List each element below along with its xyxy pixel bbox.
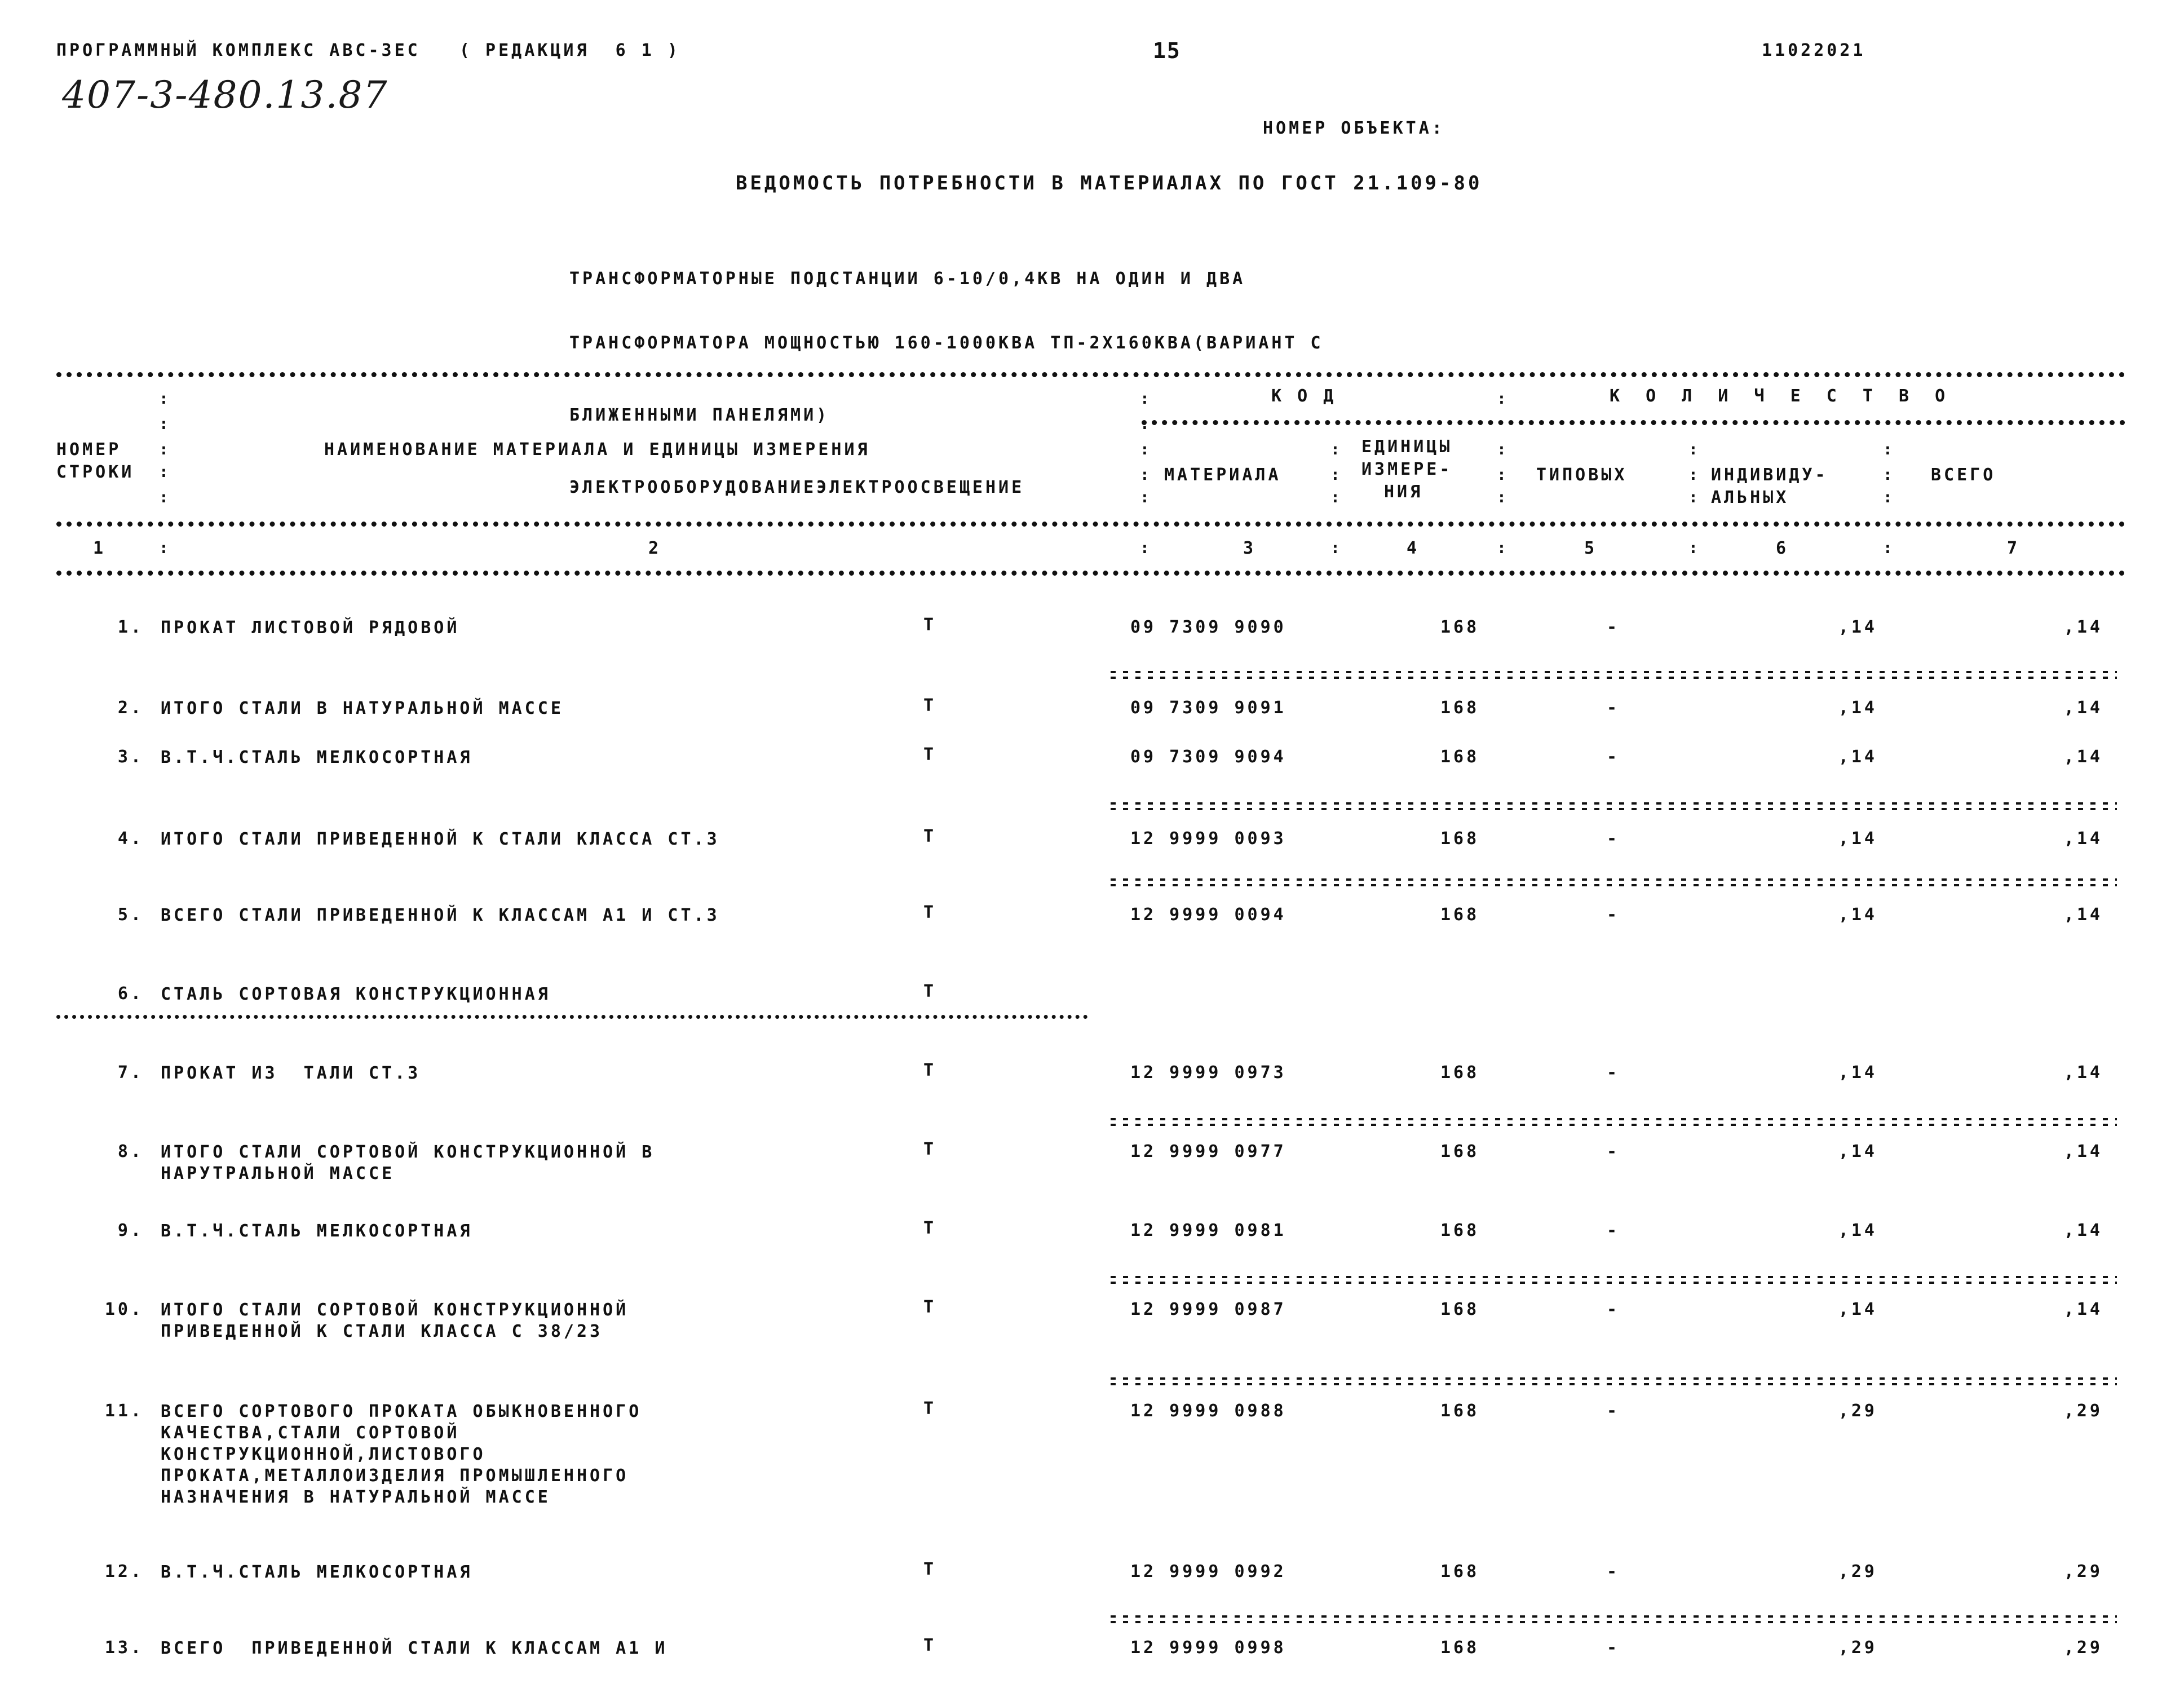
material-name-line: ИТОГО СТАЛИ ПРИВЕДЕННОЙ К СТАЛИ КЛАССА СТ.3 — [161, 829, 720, 849]
typical-quantity: - — [1607, 1063, 1620, 1083]
row-number: 6. — [117, 984, 144, 1004]
measure-unit: Т — [923, 982, 937, 1001]
total-quantity: ,29 — [2063, 1638, 2103, 1658]
material-name-line: ПРОКАТА,МЕТАЛЛОИЗДЕЛИЯ ПРОМЫШЛЕННОГО — [161, 1466, 629, 1486]
material-code: 09 7309 9094 — [1130, 747, 1286, 767]
material-code: 12 9999 0977 — [1130, 1142, 1286, 1161]
header-unit-1: ЕДИНИЦЫ — [1361, 437, 1453, 457]
measure-unit: Т — [923, 1636, 937, 1655]
column-separator-mark: : — [1330, 465, 1343, 484]
material-code: 09 7309 9091 — [1130, 698, 1286, 718]
measure-unit: Т — [923, 1139, 937, 1159]
unit-code: 168 — [1440, 1300, 1480, 1319]
material-name-line: В.Т.Ч.СТАЛЬ МЕЛКОСОРТНАЯ — [161, 1562, 473, 1582]
subtitle-line: ТРАНСФОРМАТОРНЫЕ ПОДСТАНЦИИ 6-10/0,4КВ НА ОДИН И ДВА — [569, 269, 1246, 289]
total-quantity: ,14 — [2063, 829, 2103, 849]
row-number: 11. — [104, 1401, 144, 1421]
program-header: ПРОГРАММНЫЙ КОМПЛЕКС АВС-ЗЕС ( РЕДАКЦИЯ 6 1 ) — [56, 41, 680, 60]
measure-unit: Т — [923, 1297, 937, 1317]
row-number: 1. — [117, 617, 144, 637]
typical-quantity: - — [1607, 747, 1620, 767]
divider — [56, 522, 2125, 527]
typical-quantity: - — [1607, 1401, 1620, 1421]
individual-quantity: ,14 — [1838, 747, 1877, 767]
individual-quantity: ,14 — [1838, 1063, 1877, 1083]
typical-quantity: - — [1607, 698, 1620, 718]
column-separator-mark: : — [1140, 488, 1152, 506]
individual-quantity: ,14 — [1838, 905, 1877, 925]
column-separator-mark: : — [159, 389, 171, 408]
typical-quantity: - — [1607, 1221, 1620, 1240]
material-name — [161, 1562, 472, 1583]
divider — [56, 372, 2125, 377]
unit-code: 168 — [1440, 1638, 1480, 1658]
material-name-line: НАЗНАЧЕНИЯ В НАТУРАЛЬНОЙ МАССЕ — [161, 1487, 551, 1507]
row-number: 5. — [117, 905, 144, 925]
column-separator-mark: : — [1883, 465, 1895, 484]
header-material: МАТЕРИАЛА — [1164, 465, 1281, 485]
header-row-no-2: СТРОКИ — [56, 462, 135, 482]
column-separator-mark: : — [1140, 389, 1152, 408]
material-name — [161, 1221, 472, 1242]
column-separator-mark: : — [1688, 440, 1701, 458]
column-separator-mark: : — [159, 440, 171, 458]
material-code: 12 9999 0094 — [1130, 905, 1286, 925]
row-number: 9. — [117, 1221, 144, 1240]
typical-quantity: - — [1607, 905, 1620, 925]
material-name — [161, 1142, 655, 1185]
separator-line — [1111, 1377, 2117, 1385]
divider — [1142, 420, 2125, 425]
unit-code: 168 — [1440, 1063, 1480, 1083]
column-separator-mark: : — [1330, 488, 1343, 506]
material-name-line: НАРУТРАЛЬНОЙ МАССЕ — [161, 1164, 395, 1183]
material-name — [161, 1300, 629, 1342]
material-name-line: ПРОКАТ ЛИСТОВОЙ РЯДОВОЙ — [161, 618, 460, 638]
column-separator-mark: : — [159, 414, 171, 433]
row-number: 12. — [104, 1562, 144, 1582]
individual-quantity: ,14 — [1838, 829, 1877, 849]
row-number: 10. — [104, 1300, 144, 1319]
material-name-line: КАЧЕСТВА,СТАЛИ СОРТОВОЙ — [161, 1423, 460, 1443]
subtitle-line: ЭЛЕКТРООБОРУДОВАНИЕЭЛЕКТРООСВЕЩЕНИЕ — [569, 478, 1025, 497]
material-name-line: ИТОГО СТАЛИ СОРТОВОЙ КОНСТРУКЦИОННОЙ — [161, 1300, 629, 1320]
material-name-line: КОНСТРУКЦИОННОЙ,ЛИСТОВОГО — [161, 1445, 486, 1464]
column-separator-mark: : — [1497, 488, 1509, 506]
material-name — [161, 829, 720, 850]
individual-quantity: ,14 — [1838, 1300, 1877, 1319]
material-code: 12 9999 0987 — [1130, 1300, 1286, 1319]
measure-unit: Т — [923, 1218, 937, 1238]
row-number: 8. — [117, 1142, 144, 1161]
header-total: ВСЕГО — [1931, 465, 1996, 485]
material-name-line: ВСЕГО ПРИВЕДЕННОЙ СТАЛИ К КЛАССАМ А1 И — [161, 1638, 668, 1658]
material-name — [161, 1401, 642, 1508]
material-code: 12 9999 0998 — [1130, 1638, 1286, 1658]
unit-code: 168 — [1440, 747, 1480, 767]
header-name: НАИМЕНОВАНИЕ МАТЕРИАЛА И ЕДИНИЦЫ ИЗМЕРЕНИЯ — [324, 440, 870, 460]
separator-line — [1111, 1615, 2117, 1623]
typical-quantity: - — [1607, 829, 1620, 849]
separator-line — [1111, 802, 2117, 810]
column-separator-mark: : — [1883, 488, 1895, 506]
row-number: 3. — [117, 747, 144, 767]
material-code: 12 9999 0981 — [1130, 1221, 1286, 1240]
individual-quantity: ,29 — [1838, 1562, 1877, 1582]
column-separator-mark: : — [1330, 538, 1343, 557]
header-unit-2: ИЗМЕРЕ- — [1361, 460, 1453, 479]
material-name-line: ВСЕГО СОРТОВОГО ПРОКАТА ОБЫКНОВЕННОГО — [161, 1402, 642, 1421]
individual-quantity: ,14 — [1838, 698, 1877, 718]
divider — [56, 571, 2125, 576]
unit-code: 168 — [1440, 617, 1480, 637]
column-number: 3 — [1243, 538, 1257, 558]
measure-unit: Т — [923, 1560, 937, 1579]
header-typical: ТИПОВЫХ — [1536, 465, 1628, 485]
header-row-no-1: НОМЕР — [56, 440, 122, 460]
row-number: 7. — [117, 1063, 144, 1083]
column-separator-mark: : — [1140, 538, 1152, 557]
material-name — [161, 984, 551, 1005]
material-name-line: ПРОКАТ ИЗ ТАЛИ СТ.3 — [161, 1063, 421, 1083]
column-separator-mark: : — [1688, 538, 1701, 557]
material-name — [161, 747, 472, 768]
separator-line — [1111, 671, 2117, 679]
unit-code: 168 — [1440, 1401, 1480, 1421]
column-number: 5 — [1584, 538, 1598, 558]
column-separator-mark: : — [1330, 440, 1343, 458]
subtitle-line: ТРАНСФОРМАТОРА МОЩНОСТЬЮ 160-1000КВА ТП-2Х160КВА(ВАРИАНТ С — [569, 333, 1324, 353]
column-separator-mark: : — [1497, 440, 1509, 458]
material-name-line: ПРИВЕДЕННОЙ К СТАЛИ КЛАССА С 38/23 — [161, 1322, 603, 1341]
column-separator-mark: : — [1883, 538, 1895, 557]
column-separator-mark: : — [1688, 465, 1701, 484]
total-quantity: ,14 — [2063, 617, 2103, 637]
material-name-line: ВСЕГО СТАЛИ ПРИВЕДЕННОЙ К КЛАССАМ А1 И СТ.3 — [161, 905, 720, 925]
page-number: 15 — [1153, 38, 1181, 63]
column-separator-mark: : — [1883, 440, 1895, 458]
column-separator-mark: : — [1497, 389, 1509, 408]
total-quantity: ,14 — [2063, 698, 2103, 718]
typical-quantity: - — [1607, 1142, 1620, 1161]
unit-code: 168 — [1440, 1221, 1480, 1240]
column-number: 6 — [1776, 538, 1789, 558]
measure-unit: Т — [923, 903, 937, 922]
material-code: 12 9999 0093 — [1130, 829, 1286, 849]
column-separator-mark: : — [1688, 488, 1701, 506]
document-code: 11022021 — [1762, 41, 1866, 60]
total-quantity: ,14 — [2063, 1063, 2103, 1083]
typical-quantity: - — [1607, 1638, 1620, 1658]
unit-code: 168 — [1440, 905, 1480, 925]
measure-unit: Т — [923, 745, 937, 765]
individual-quantity: ,14 — [1838, 1142, 1877, 1161]
subtitle-line: БЛИЖЕННЫМИ ПАНЕЛЯМИ) — [569, 405, 830, 425]
material-name — [161, 1063, 421, 1084]
total-quantity: ,14 — [2063, 905, 2103, 925]
separator-line — [1111, 1276, 2117, 1284]
column-number: 2 — [648, 538, 662, 558]
material-code: 12 9999 0992 — [1130, 1562, 1286, 1582]
column-number: 1 — [93, 538, 107, 558]
unit-code: 168 — [1440, 1142, 1480, 1161]
unit-code: 168 — [1440, 698, 1480, 718]
column-separator-mark: : — [159, 462, 171, 481]
column-separator-mark: : — [1140, 440, 1152, 458]
material-name-line: ИТОГО СТАЛИ СОРТОВОЙ КОНСТРУКЦИОННОЙ В — [161, 1142, 655, 1162]
measure-unit: Т — [923, 615, 937, 635]
material-name-line: ИТОГО СТАЛИ В НАТУРАЛЬНОЙ МАССЕ — [161, 699, 564, 718]
column-separator-mark: : — [159, 488, 171, 506]
material-name-line: В.Т.Ч.СТАЛЬ МЕЛКОСОРТНАЯ — [161, 748, 473, 767]
unit-code: 168 — [1440, 1562, 1480, 1582]
column-separator-mark: : — [1497, 465, 1509, 484]
column-separator-mark: : — [159, 538, 171, 557]
unit-code: 168 — [1440, 829, 1480, 849]
total-quantity: ,14 — [2063, 747, 2103, 767]
typical-quantity: - — [1607, 617, 1620, 637]
material-code: 12 9999 0988 — [1130, 1401, 1286, 1421]
individual-quantity: ,29 — [1838, 1401, 1877, 1421]
separator-line — [1111, 1118, 2117, 1126]
row-number: 4. — [117, 829, 144, 849]
individual-quantity: ,29 — [1838, 1638, 1877, 1658]
row-number: 13. — [104, 1638, 144, 1658]
individual-quantity: ,14 — [1838, 617, 1877, 637]
column-number: 4 — [1407, 538, 1420, 558]
row-number: 2. — [117, 698, 144, 718]
individual-quantity: ,14 — [1838, 1221, 1877, 1240]
material-name-line: СТАЛЬ СОРТОВАЯ КОНСТРУКЦИОННАЯ — [161, 984, 551, 1004]
measure-unit: Т — [923, 696, 937, 715]
typical-quantity: - — [1607, 1300, 1620, 1319]
column-separator-mark: : — [1140, 465, 1152, 484]
material-code: 09 7309 9090 — [1130, 617, 1286, 637]
material-name — [161, 1638, 667, 1659]
separator-line — [1111, 878, 2117, 886]
material-name — [161, 905, 720, 926]
material-code: 12 9999 0973 — [1130, 1063, 1286, 1083]
header-code-group: К О Д — [1271, 386, 1337, 406]
total-quantity: ,29 — [2063, 1562, 2103, 1582]
material-name — [161, 698, 564, 719]
material-name-line: В.Т.Ч.СТАЛЬ МЕЛКОСОРТНАЯ — [161, 1221, 473, 1241]
total-quantity: ,14 — [2063, 1142, 2103, 1161]
object-number-label: НОМЕР ОБЪЕКТА: — [1263, 118, 1445, 138]
total-quantity: ,14 — [2063, 1221, 2103, 1240]
column-separator-mark: : — [1140, 414, 1152, 433]
total-quantity: ,29 — [2063, 1401, 2103, 1421]
typical-quantity: - — [1607, 1562, 1620, 1582]
handwritten-project-id: 407-3-480.13.87 — [62, 73, 388, 117]
document-title: ВЕДОМОСТЬ ПОТРЕБНОСТИ В МАТЕРИАЛАХ ПО ГОСТ 21.109-80 — [736, 172, 1483, 195]
total-quantity: ,14 — [2063, 1300, 2103, 1319]
column-number: 7 — [2007, 538, 2021, 558]
material-name — [161, 617, 459, 639]
header-individual-2: АЛЬНЫХ — [1711, 488, 1789, 507]
column-separator-mark: : — [1497, 538, 1509, 557]
header-unit-3: НИЯ — [1384, 482, 1423, 502]
header-quantity-group: К О Л И Ч Е С Т В О — [1610, 386, 1953, 406]
measure-unit: Т — [923, 1061, 937, 1080]
measure-unit: Т — [923, 827, 937, 846]
header-individual-1: ИНДИВИДУ- — [1711, 465, 1828, 485]
separator-line — [56, 1015, 1088, 1019]
measure-unit: Т — [923, 1399, 937, 1419]
